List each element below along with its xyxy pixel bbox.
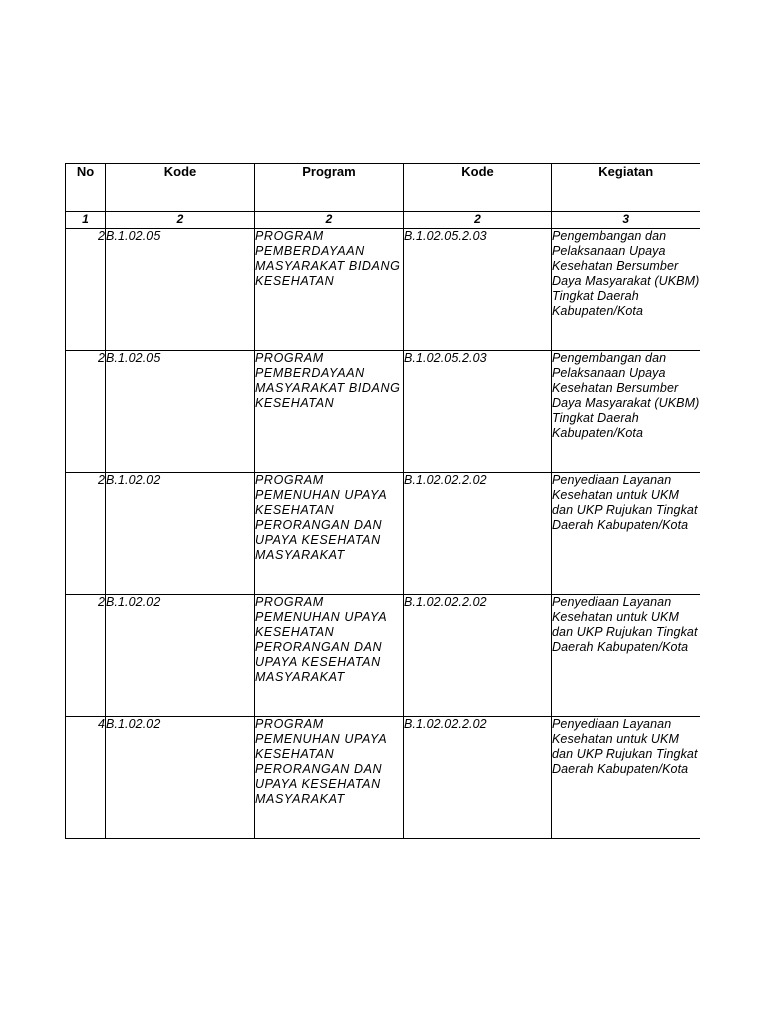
- kegiatan-cell: Pengembangan dan Pelaksanaan Upaya Kesehatan Bersumber Daya Masyarakat (UKBM) Tingkat Daerah Kabupaten/Kota: [552, 229, 700, 351]
- program-cell: PROGRAM PEMENUHAN UPAYA KESEHATAN PERORANGAN DAN UPAYA KESEHATAN MASYARAKAT: [255, 717, 404, 839]
- kegiatan-cell: Penyediaan Layanan Kesehatan untuk UKM dan UKP Rujukan Tingkat Daerah Kabupaten/Kota: [552, 717, 700, 839]
- kode-kegiatan-cell: B.1.02.02.2.02: [404, 717, 552, 839]
- kode-kegiatan-cell: B.1.02.05.2.03: [404, 351, 552, 473]
- column-number: 3: [552, 212, 700, 229]
- row-number: 2: [66, 473, 106, 595]
- column-number: 2: [255, 212, 404, 229]
- table-row: [66, 473, 700, 595]
- table-row: [66, 717, 700, 839]
- header-kode-kegiatan: Kode: [404, 164, 552, 212]
- kode-kegiatan-cell: B.1.02.05.2.03: [404, 229, 552, 351]
- table-row: [66, 229, 700, 351]
- header-kode-program: Kode: [106, 164, 255, 212]
- kode-program-cell: B.1.02.02: [106, 473, 255, 595]
- row-number: 2: [66, 229, 106, 351]
- header-kegiatan: Kegiatan: [552, 164, 700, 212]
- program-cell: PROGRAM PEMENUHAN UPAYA KESEHATAN PERORANGAN DAN UPAYA KESEHATAN MASYARAKAT: [255, 595, 404, 717]
- program-cell: PROGRAM PEMBERDAYAAN MASYARAKAT BIDANG KESEHATAN: [255, 229, 404, 351]
- kode-program-cell: B.1.02.02: [106, 717, 255, 839]
- program-cell: PROGRAM PEMENUHAN UPAYA KESEHATAN PERORANGAN DAN UPAYA KESEHATAN MASYARAKAT: [255, 473, 404, 595]
- row-number: 2: [66, 595, 106, 717]
- kode-kegiatan-cell: B.1.02.02.2.02: [404, 473, 552, 595]
- header-no: No: [66, 164, 106, 212]
- column-number: 2: [106, 212, 255, 229]
- table-row: [66, 351, 700, 473]
- program-activity-table: [65, 163, 700, 839]
- program-cell: PROGRAM PEMBERDAYAAN MASYARAKAT BIDANG KESEHATAN: [255, 351, 404, 473]
- kegiatan-cell: Pengembangan dan Pelaksanaan Upaya Kesehatan Bersumber Daya Masyarakat (UKBM) Tingkat Daerah Kabupaten/Kota: [552, 351, 700, 473]
- header-program: Program: [255, 164, 404, 212]
- kode-program-cell: B.1.02.02: [106, 595, 255, 717]
- column-number: 2: [404, 212, 552, 229]
- column-number: 1: [66, 212, 106, 229]
- column-number-row: [66, 212, 700, 229]
- kegiatan-cell: Penyediaan Layanan Kesehatan untuk UKM dan UKP Rujukan Tingkat Daerah Kabupaten/Kota: [552, 595, 700, 717]
- table-row: [66, 595, 700, 717]
- kode-program-cell: B.1.02.05: [106, 229, 255, 351]
- kode-kegiatan-cell: B.1.02.02.2.02: [404, 595, 552, 717]
- row-number: 2: [66, 351, 106, 473]
- row-number: 4: [66, 717, 106, 839]
- kode-program-cell: B.1.02.05: [106, 351, 255, 473]
- kegiatan-cell: Penyediaan Layanan Kesehatan untuk UKM dan UKP Rujukan Tingkat Daerah Kabupaten/Kota: [552, 473, 700, 595]
- header-row: [66, 164, 700, 212]
